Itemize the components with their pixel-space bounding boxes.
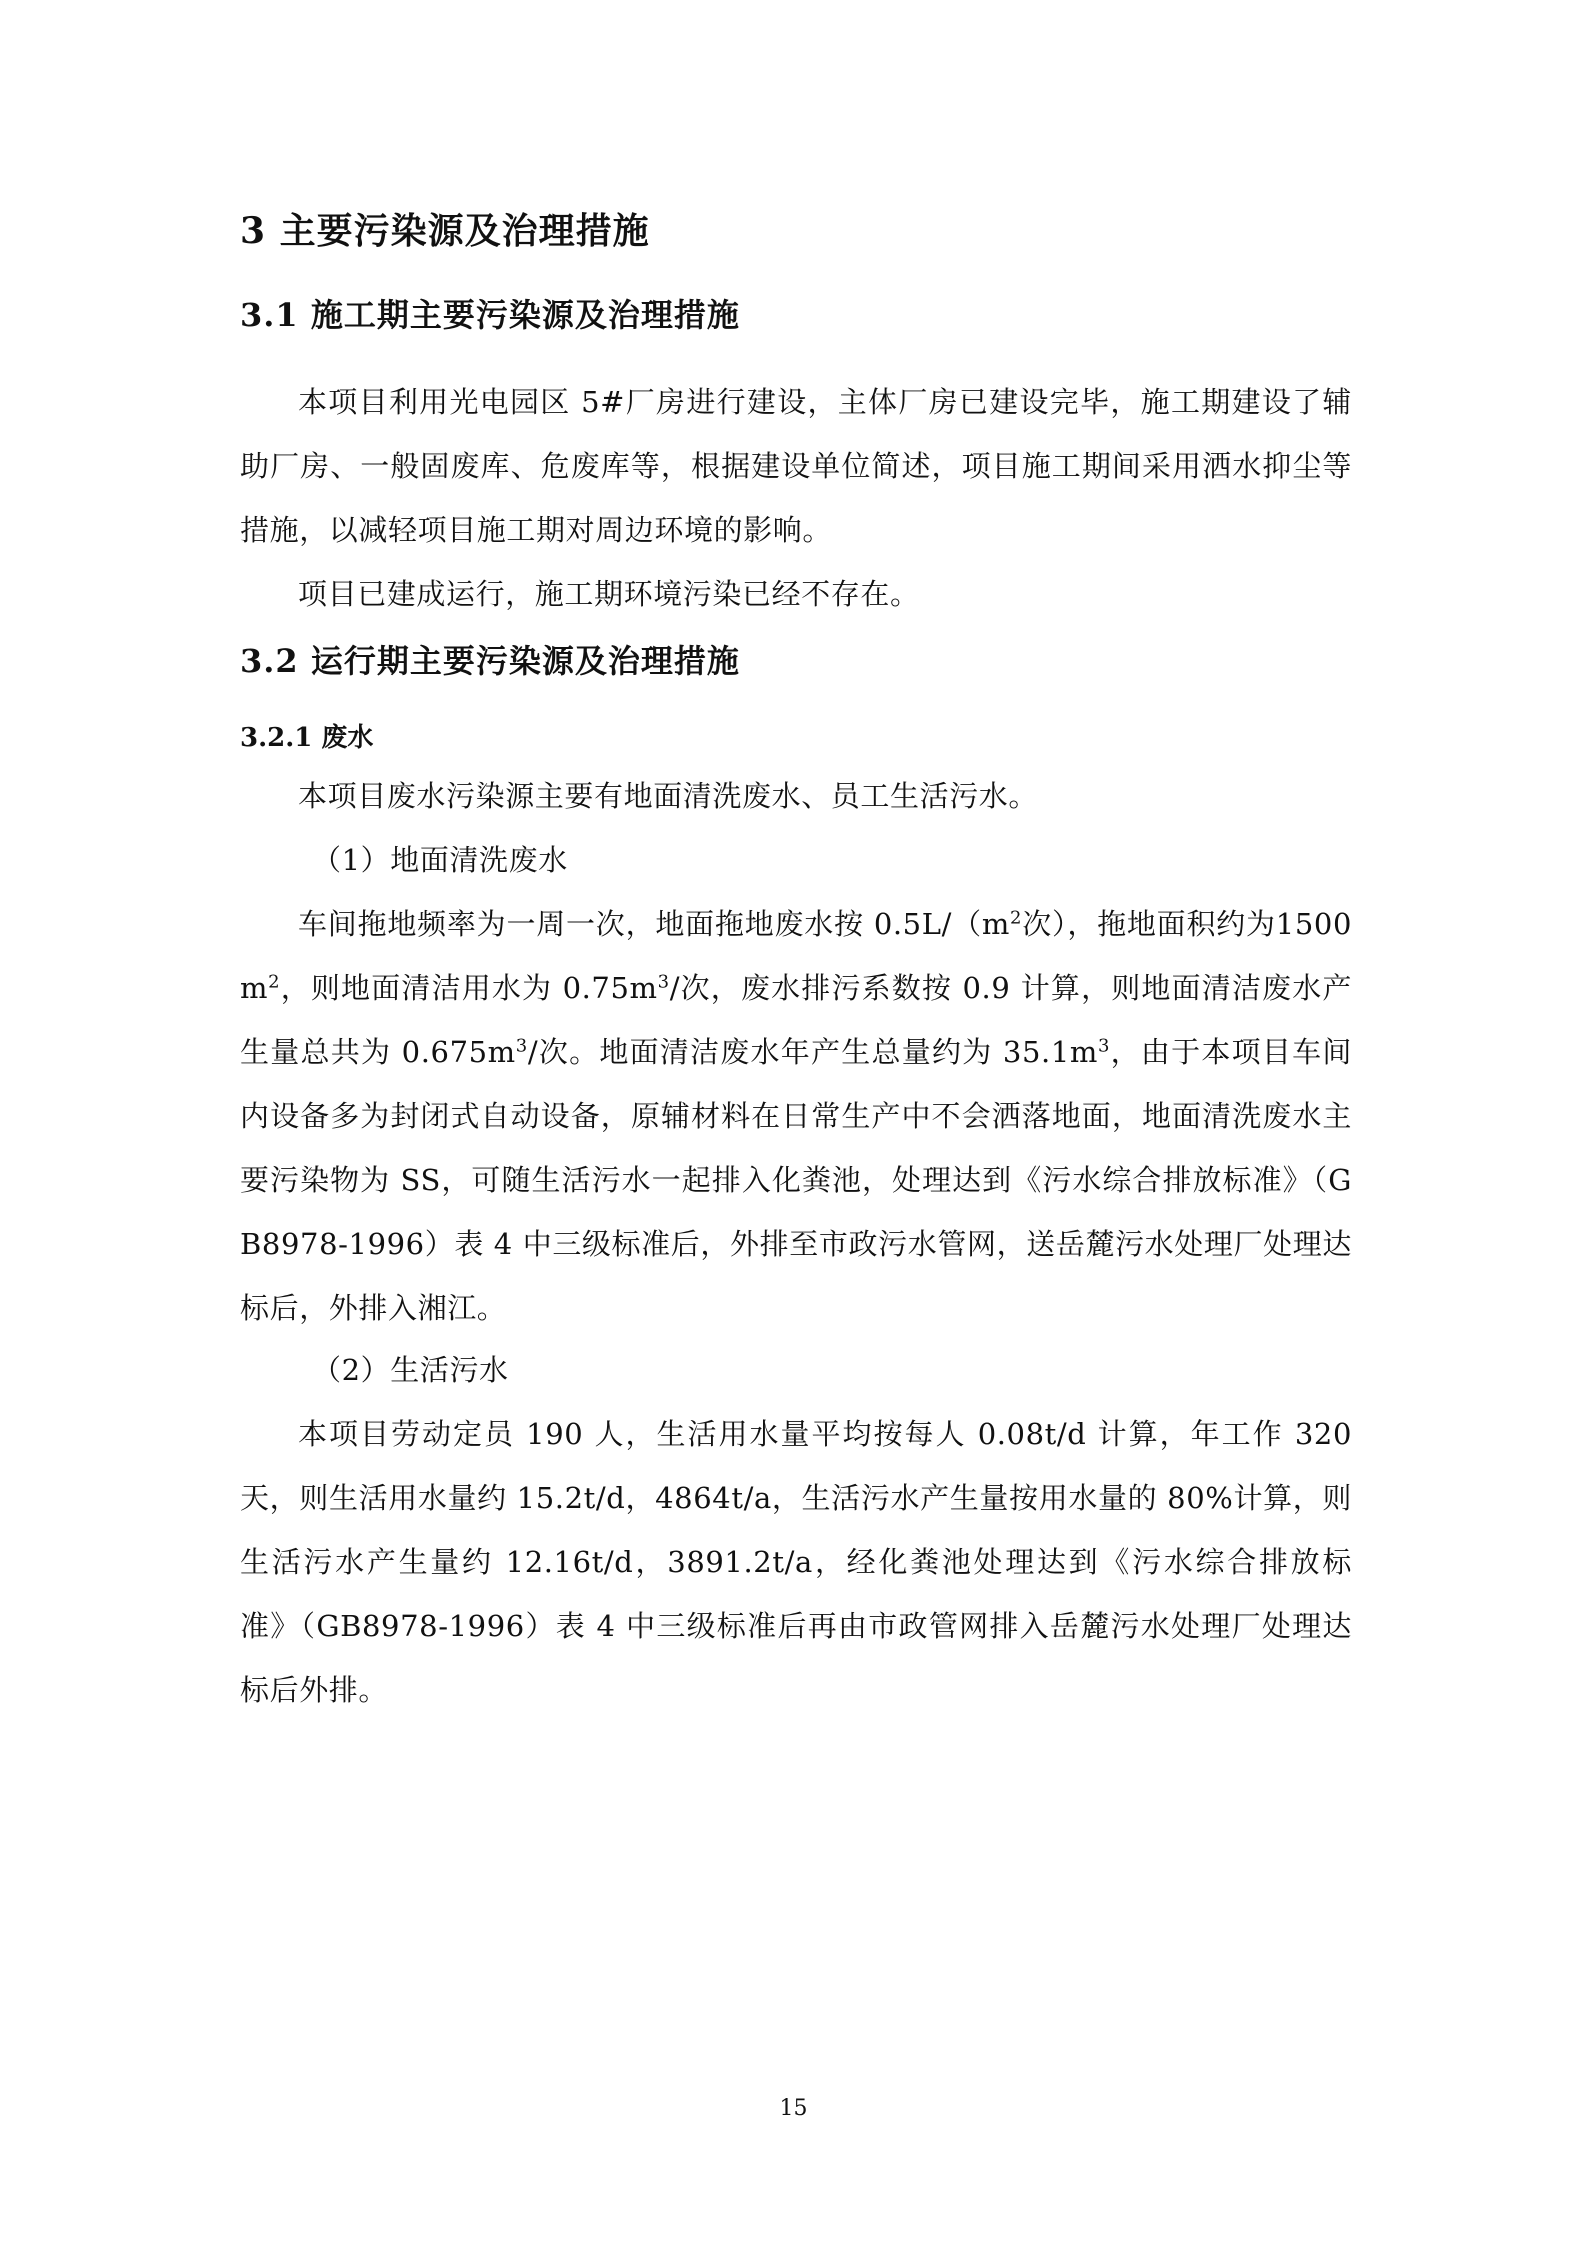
section-3-1-paragraph-1: 本项目利用光电园区 5#厂房进行建设，主体厂房已建设完毕，施工期建设了辅助厂房、一般固废库、危废库等，根据建设单位简述，项目施工期间采用洒水抑尘等措施，以减轻项目施工期对周边环境的影响。 [240, 385, 1352, 547]
superscript-2: 2 [1010, 907, 1023, 929]
section-3-2-heading: 3.2 运行期主要污染源及治理措施 [240, 642, 740, 680]
subsection-3-2-1-heading: 3.2.1 废水 [240, 723, 374, 753]
chapter-heading: 3 主要污染源及治理措施 [240, 210, 650, 252]
superscript-3: 3 [657, 971, 670, 993]
floor-cleaning-text-6: ，由于本项目车间内设备多为封闭式自动设备，原辅材料在日常生产中不会洒落地面，地面清洗废水主要污染物为 SS，可随生活污水一起排入化粪池，处理达到《污水综合排放标准》（GB8978-1996）表 4 中三级标准后，外排至市政污水管网，送岳麓污水处理厂处理达标后，外排入湘江。 [240, 1035, 1352, 1325]
superscript-2: 2 [268, 971, 281, 993]
floor-cleaning-text-5: /次。地面清洁废水年产生总量约为 35.1m [527, 1035, 1098, 1069]
domestic-sewage-paragraph: 本项目劳动定员 190 人，生活用水量平均按每人 0.08t/d 计算，年工作 320 天，则生活用水量约 15.2t/d，4864t/a，生活污水产生量按用水量的 80%计算，则生活污水产生量约 12.16t/d，3891.2t/a，经化粪池处理达到《污水综合排放标准》（GB8978-1996）表 4 中三级标准后再由市政管网排入岳麓污水处理厂处理达标后外排。 [240, 1417, 1352, 1707]
floor-cleaning-text-3: ，则地面清洁用水为 0.75m [280, 971, 658, 1005]
floor-cleaning-paragraph [240, 892, 1352, 1340]
floor-cleaning-item-title: （1）地面清洗废水 [312, 843, 568, 877]
page-number: 15 [779, 2096, 808, 2121]
wastewater-intro-paragraph: 本项目废水污染源主要有地面清洗废水、员工生活污水。 [298, 779, 1039, 813]
superscript-3: 3 [1097, 1035, 1111, 1057]
floor-cleaning-text-1: 车间拖地频率为一周一次，地面拖地废水按 0.5L/（m [298, 907, 1011, 941]
superscript-3: 3 [515, 1035, 528, 1057]
domestic-sewage-item-title: （2）生活污水 [312, 1353, 509, 1387]
floor-cleaning-text-2: 次），拖地面积约为1500m [240, 907, 1352, 1005]
floor-cleaning-text-4: /次，废水排污系数按 0.9 计算，则地面清洁废水产生量总共为 0.675m [240, 971, 1352, 1069]
section-3-1-paragraph-2: 项目已建成运行，施工期环境污染已经不存在。 [298, 577, 920, 611]
section-3-1-heading: 3.1 施工期主要污染源及治理措施 [240, 296, 740, 334]
